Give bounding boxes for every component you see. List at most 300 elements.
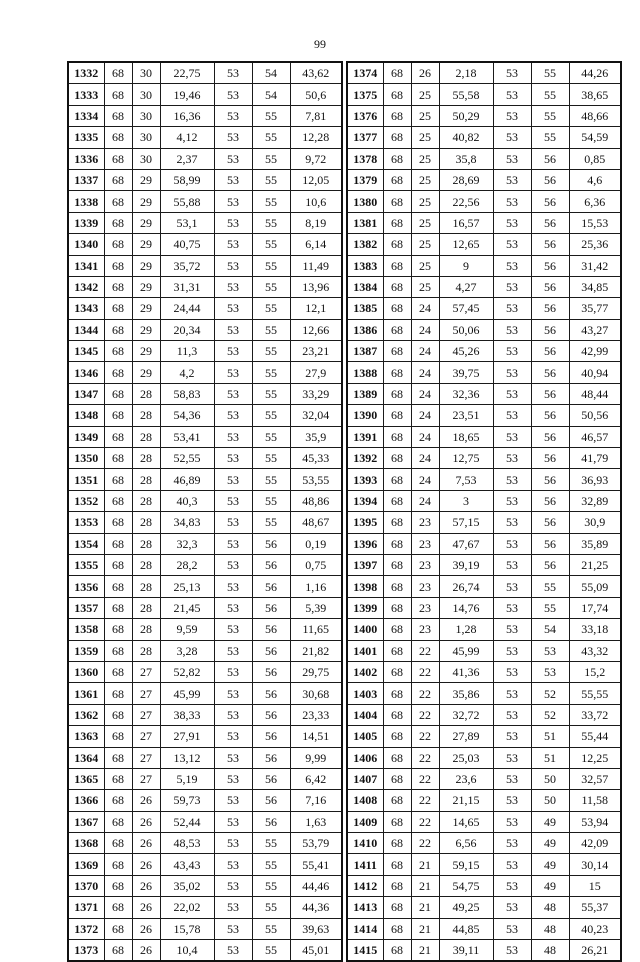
lon-degrees-cell: 53 [493,469,531,490]
lat-seconds-cell: 20,34 [160,319,214,340]
lon-minutes-cell: 53 [531,640,569,661]
lat-seconds-cell: 25,03 [439,747,493,768]
lon-seconds-cell: 32,04 [290,405,342,426]
lat-minutes-cell: 29 [132,212,160,233]
lon-seconds-cell: 44,46 [290,875,342,896]
lat-minutes-cell: 24 [411,319,439,340]
table-row [347,875,621,896]
table-row [68,918,342,939]
point-number-cell: 1388 [347,362,383,383]
table-row [68,62,342,84]
point-number-cell: 1377 [347,127,383,148]
table-row [347,811,621,832]
point-number-cell: 1374 [347,62,383,84]
table-row [347,597,621,618]
lat-minutes-cell: 21 [411,940,439,962]
lat-degrees-cell: 68 [104,383,132,404]
lat-seconds-cell: 13,12 [160,747,214,768]
table-row [68,576,342,597]
lat-degrees-cell: 68 [104,726,132,747]
table-row [68,512,342,533]
lat-seconds-cell: 24,44 [160,298,214,319]
lat-seconds-cell: 53,41 [160,426,214,447]
lat-minutes-cell: 22 [411,811,439,832]
lat-seconds-cell: 59,73 [160,790,214,811]
lat-seconds-cell: 3,28 [160,640,214,661]
point-number-cell: 1371 [68,897,104,918]
lat-minutes-cell: 25 [411,255,439,276]
lon-seconds-cell: 53,79 [290,833,342,854]
lat-degrees-cell: 68 [104,105,132,126]
lon-seconds-cell: 12,28 [290,127,342,148]
lat-minutes-cell: 27 [132,726,160,747]
lat-minutes-cell: 29 [132,276,160,297]
lon-degrees-cell: 53 [214,276,252,297]
lon-seconds-cell: 23,33 [290,704,342,725]
lon-degrees-cell: 53 [214,661,252,682]
lon-degrees-cell: 53 [493,298,531,319]
point-number-cell: 1402 [347,661,383,682]
lat-minutes-cell: 28 [132,383,160,404]
lat-seconds-cell: 50,06 [439,319,493,340]
lat-degrees-cell: 68 [104,426,132,447]
point-number-cell: 1357 [68,597,104,618]
lon-seconds-cell: 7,16 [290,790,342,811]
table-row [347,105,621,126]
lat-minutes-cell: 30 [132,105,160,126]
lon-degrees-cell: 53 [214,341,252,362]
lon-seconds-cell: 40,94 [569,362,621,383]
point-number-cell: 1363 [68,726,104,747]
lat-degrees-cell: 68 [104,512,132,533]
lon-seconds-cell: 55,44 [569,726,621,747]
table-row [347,319,621,340]
lat-minutes-cell: 23 [411,533,439,554]
table-row [347,405,621,426]
lat-minutes-cell: 27 [132,747,160,768]
lat-degrees-cell: 68 [104,490,132,511]
lon-degrees-cell: 53 [493,341,531,362]
lon-minutes-cell: 55 [252,191,290,212]
table-row [347,619,621,640]
lat-seconds-cell: 38,33 [160,704,214,725]
lon-degrees-cell: 53 [493,276,531,297]
lon-seconds-cell: 11,65 [290,619,342,640]
lon-minutes-cell: 56 [531,448,569,469]
lon-degrees-cell: 53 [214,426,252,447]
lon-minutes-cell: 53 [531,661,569,682]
lon-seconds-cell: 9,72 [290,148,342,169]
lat-degrees-cell: 68 [383,105,411,126]
point-number-cell: 1376 [347,105,383,126]
lat-seconds-cell: 1,28 [439,619,493,640]
lon-minutes-cell: 56 [531,405,569,426]
table-row [347,512,621,533]
lat-degrees-cell: 68 [104,62,132,84]
lat-seconds-cell: 40,82 [439,127,493,148]
point-number-cell: 1395 [347,512,383,533]
lon-minutes-cell: 55 [252,854,290,875]
point-number-cell: 1361 [68,683,104,704]
lat-minutes-cell: 27 [132,683,160,704]
lon-seconds-cell: 43,32 [569,640,621,661]
lat-minutes-cell: 26 [132,918,160,939]
table-row [347,747,621,768]
table-row [347,298,621,319]
lon-minutes-cell: 56 [252,597,290,618]
point-number-cell: 1354 [68,533,104,554]
lon-seconds-cell: 50,56 [569,405,621,426]
lat-minutes-cell: 29 [132,341,160,362]
table-row [347,341,621,362]
lat-seconds-cell: 48,53 [160,833,214,854]
lat-degrees-cell: 68 [104,127,132,148]
lon-degrees-cell: 53 [214,576,252,597]
lat-seconds-cell: 21,45 [160,597,214,618]
lat-seconds-cell: 32,36 [439,383,493,404]
lon-seconds-cell: 17,74 [569,597,621,618]
table-row [68,854,342,875]
lat-degrees-cell: 68 [383,640,411,661]
point-number-cell: 1387 [347,341,383,362]
lat-seconds-cell: 9,59 [160,619,214,640]
lon-seconds-cell: 31,42 [569,255,621,276]
lat-seconds-cell: 50,29 [439,105,493,126]
point-number-cell: 1335 [68,127,104,148]
lat-degrees-cell: 68 [104,554,132,575]
lon-minutes-cell: 48 [531,897,569,918]
lat-seconds-cell: 47,67 [439,533,493,554]
lon-degrees-cell: 53 [493,448,531,469]
table-row [68,148,342,169]
lat-seconds-cell: 35,86 [439,683,493,704]
lat-minutes-cell: 25 [411,169,439,190]
lon-seconds-cell: 45,01 [290,940,342,962]
point-number-cell: 1367 [68,811,104,832]
lat-degrees-cell: 68 [383,383,411,404]
lat-degrees-cell: 68 [104,298,132,319]
lat-minutes-cell: 22 [411,683,439,704]
table-row [68,191,342,212]
lon-degrees-cell: 53 [493,533,531,554]
point-number-cell: 1332 [68,62,104,84]
lat-seconds-cell: 22,75 [160,62,214,84]
lat-minutes-cell: 21 [411,897,439,918]
lat-degrees-cell: 68 [383,298,411,319]
lat-degrees-cell: 68 [104,790,132,811]
lat-degrees-cell: 68 [104,212,132,233]
lat-minutes-cell: 24 [411,298,439,319]
lat-degrees-cell: 68 [383,255,411,276]
lon-degrees-cell: 53 [493,704,531,725]
lat-degrees-cell: 68 [383,768,411,789]
lat-seconds-cell: 34,83 [160,512,214,533]
lon-minutes-cell: 49 [531,854,569,875]
table-row [347,448,621,469]
lat-seconds-cell: 18,65 [439,426,493,447]
lon-minutes-cell: 49 [531,833,569,854]
table-row [347,533,621,554]
lat-seconds-cell: 19,46 [160,84,214,105]
lat-seconds-cell: 14,65 [439,811,493,832]
lon-degrees-cell: 53 [493,918,531,939]
lon-seconds-cell: 30,14 [569,854,621,875]
point-number-cell: 1342 [68,276,104,297]
lat-seconds-cell: 52,55 [160,448,214,469]
point-number-cell: 1350 [68,448,104,469]
lat-degrees-cell: 68 [383,726,411,747]
lat-degrees-cell: 68 [383,875,411,896]
lon-seconds-cell: 48,44 [569,383,621,404]
lat-seconds-cell: 14,76 [439,597,493,618]
lon-minutes-cell: 56 [531,212,569,233]
table-row [68,768,342,789]
point-number-cell: 1373 [68,940,104,962]
lon-degrees-cell: 53 [493,362,531,383]
lon-degrees-cell: 53 [493,597,531,618]
lon-degrees-cell: 53 [214,255,252,276]
lon-degrees-cell: 53 [493,619,531,640]
lat-degrees-cell: 68 [383,62,411,84]
lat-degrees-cell: 68 [104,811,132,832]
lat-degrees-cell: 68 [104,148,132,169]
lat-seconds-cell: 43,43 [160,854,214,875]
lat-minutes-cell: 24 [411,383,439,404]
table-row [347,833,621,854]
lat-minutes-cell: 24 [411,405,439,426]
lat-minutes-cell: 22 [411,640,439,661]
lat-seconds-cell: 22,02 [160,897,214,918]
lat-seconds-cell: 32,72 [439,704,493,725]
table-row [347,918,621,939]
lat-minutes-cell: 28 [132,469,160,490]
lon-degrees-cell: 53 [493,148,531,169]
lon-minutes-cell: 56 [531,255,569,276]
lon-degrees-cell: 53 [493,854,531,875]
lat-degrees-cell: 68 [383,747,411,768]
lon-seconds-cell: 0,19 [290,533,342,554]
lat-minutes-cell: 25 [411,191,439,212]
point-number-cell: 1396 [347,533,383,554]
lon-minutes-cell: 56 [531,426,569,447]
lon-degrees-cell: 53 [214,105,252,126]
lon-seconds-cell: 7,81 [290,105,342,126]
lon-seconds-cell: 29,75 [290,661,342,682]
lat-degrees-cell: 68 [383,683,411,704]
lon-minutes-cell: 55 [252,212,290,233]
lat-seconds-cell: 16,36 [160,105,214,126]
table-row [347,62,621,84]
table-row [68,619,342,640]
lon-minutes-cell: 56 [531,383,569,404]
lat-degrees-cell: 68 [104,341,132,362]
lon-degrees-cell: 53 [214,84,252,105]
point-number-cell: 1349 [68,426,104,447]
lon-degrees-cell: 53 [493,490,531,511]
lat-degrees-cell: 68 [383,169,411,190]
point-number-cell: 1340 [68,234,104,255]
table-row [68,169,342,190]
lat-seconds-cell: 15,78 [160,918,214,939]
lat-minutes-cell: 25 [411,148,439,169]
table-row [347,84,621,105]
lat-degrees-cell: 68 [383,362,411,383]
lat-seconds-cell: 58,99 [160,169,214,190]
lon-minutes-cell: 56 [252,704,290,725]
lat-seconds-cell: 54,75 [439,875,493,896]
lon-minutes-cell: 56 [252,640,290,661]
lon-degrees-cell: 53 [493,768,531,789]
lon-seconds-cell: 48,86 [290,490,342,511]
point-number-cell: 1382 [347,234,383,255]
lon-seconds-cell: 0,75 [290,554,342,575]
lat-minutes-cell: 28 [132,448,160,469]
lon-minutes-cell: 55 [252,875,290,896]
point-number-cell: 1344 [68,319,104,340]
lon-minutes-cell: 56 [531,234,569,255]
lon-seconds-cell: 27,9 [290,362,342,383]
lat-minutes-cell: 30 [132,84,160,105]
lon-degrees-cell: 53 [214,362,252,383]
lon-degrees-cell: 53 [493,683,531,704]
table-row [68,84,342,105]
lat-minutes-cell: 21 [411,918,439,939]
point-number-cell: 1397 [347,554,383,575]
point-number-cell: 1412 [347,875,383,896]
point-number-cell: 1345 [68,341,104,362]
lon-minutes-cell: 56 [252,683,290,704]
lat-degrees-cell: 68 [383,127,411,148]
lon-degrees-cell: 53 [493,383,531,404]
lat-seconds-cell: 49,25 [439,897,493,918]
lon-seconds-cell: 12,1 [290,298,342,319]
point-number-cell: 1380 [347,191,383,212]
table-row [68,341,342,362]
point-number-cell: 1372 [68,918,104,939]
lon-degrees-cell: 53 [214,854,252,875]
lat-minutes-cell: 30 [132,127,160,148]
lon-seconds-cell: 32,89 [569,490,621,511]
lat-seconds-cell: 3 [439,490,493,511]
point-number-cell: 1415 [347,940,383,962]
lat-seconds-cell: 58,83 [160,383,214,404]
lat-degrees-cell: 68 [383,405,411,426]
table-row [347,640,621,661]
lon-seconds-cell: 21,82 [290,640,342,661]
lon-minutes-cell: 56 [531,341,569,362]
table-row [347,234,621,255]
lat-minutes-cell: 29 [132,319,160,340]
lon-seconds-cell: 43,62 [290,62,342,84]
lat-degrees-cell: 68 [104,576,132,597]
lon-seconds-cell: 55,09 [569,576,621,597]
lon-minutes-cell: 56 [252,533,290,554]
lat-seconds-cell: 40,3 [160,490,214,511]
table-row [347,683,621,704]
table-row [68,127,342,148]
lon-degrees-cell: 53 [214,234,252,255]
lat-seconds-cell: 2,37 [160,148,214,169]
lon-degrees-cell: 53 [493,255,531,276]
point-number-cell: 1398 [347,576,383,597]
point-number-cell: 1381 [347,212,383,233]
lon-minutes-cell: 56 [531,169,569,190]
point-number-cell: 1383 [347,255,383,276]
lat-seconds-cell: 55,58 [439,84,493,105]
lon-seconds-cell: 30,68 [290,683,342,704]
lat-minutes-cell: 28 [132,533,160,554]
point-number-cell: 1389 [347,383,383,404]
lat-seconds-cell: 31,31 [160,276,214,297]
lat-seconds-cell: 52,44 [160,811,214,832]
table-row [347,469,621,490]
lat-minutes-cell: 28 [132,554,160,575]
lat-degrees-cell: 68 [383,512,411,533]
point-number-cell: 1347 [68,383,104,404]
lon-seconds-cell: 15,53 [569,212,621,233]
lat-degrees-cell: 68 [383,191,411,212]
lat-seconds-cell: 41,36 [439,661,493,682]
lon-degrees-cell: 53 [493,405,531,426]
lon-minutes-cell: 55 [252,469,290,490]
lat-seconds-cell: 35,72 [160,255,214,276]
point-number-cell: 1370 [68,875,104,896]
lon-degrees-cell: 53 [493,105,531,126]
lon-seconds-cell: 8,19 [290,212,342,233]
lon-minutes-cell: 50 [531,768,569,789]
lon-degrees-cell: 53 [214,469,252,490]
lat-minutes-cell: 28 [132,426,160,447]
lat-seconds-cell: 7,53 [439,469,493,490]
lat-seconds-cell: 27,91 [160,726,214,747]
point-number-cell: 1413 [347,897,383,918]
lat-degrees-cell: 68 [383,319,411,340]
table-row [68,448,342,469]
lat-degrees-cell: 68 [104,533,132,554]
lat-seconds-cell: 16,57 [439,212,493,233]
lat-minutes-cell: 23 [411,576,439,597]
lon-degrees-cell: 53 [493,790,531,811]
table-row [347,148,621,169]
lat-degrees-cell: 68 [104,191,132,212]
lat-seconds-cell: 57,45 [439,298,493,319]
lon-degrees-cell: 53 [214,704,252,725]
lon-minutes-cell: 56 [252,811,290,832]
lat-minutes-cell: 25 [411,105,439,126]
lat-minutes-cell: 22 [411,790,439,811]
lat-degrees-cell: 68 [383,833,411,854]
table-row [68,490,342,511]
lat-seconds-cell: 35,8 [439,148,493,169]
lat-degrees-cell: 68 [383,704,411,725]
lat-seconds-cell: 39,19 [439,554,493,575]
table-row [68,105,342,126]
lat-minutes-cell: 23 [411,554,439,575]
lon-minutes-cell: 55 [252,105,290,126]
lat-minutes-cell: 24 [411,426,439,447]
lon-minutes-cell: 55 [252,276,290,297]
lat-degrees-cell: 68 [383,234,411,255]
point-number-cell: 1369 [68,854,104,875]
point-number-cell: 1378 [347,148,383,169]
lat-seconds-cell: 28,69 [439,169,493,190]
lon-degrees-cell: 53 [493,833,531,854]
lon-seconds-cell: 11,49 [290,255,342,276]
table-row [347,704,621,725]
lat-minutes-cell: 27 [132,768,160,789]
lon-minutes-cell: 55 [252,490,290,511]
table-row [347,212,621,233]
